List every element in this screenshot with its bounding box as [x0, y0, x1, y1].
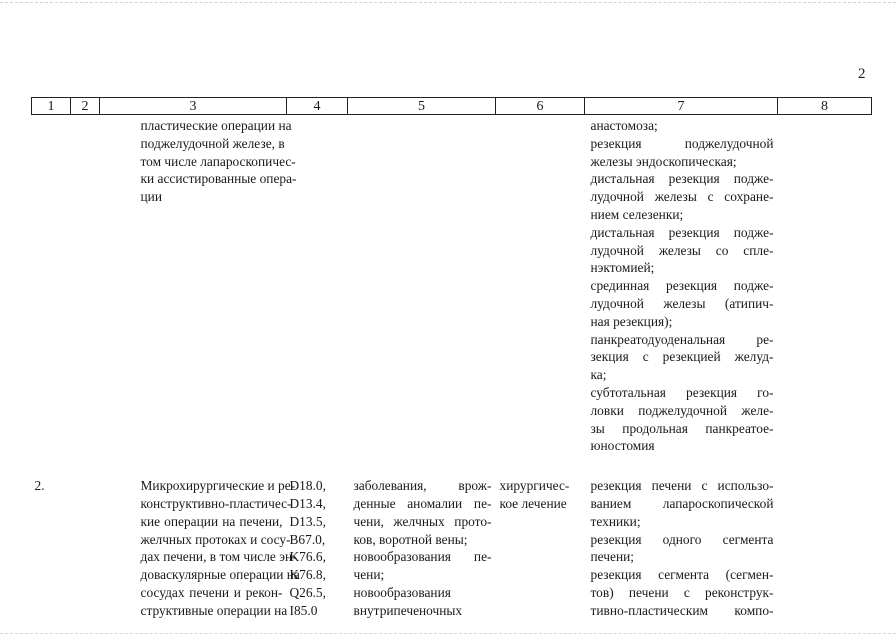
cont-col6 [496, 115, 585, 456]
text-line: ванием лапароскопической [590, 495, 774, 511]
text-line: лудочной железы (атипич- [590, 295, 774, 311]
scan-edge-top [0, 2, 896, 3]
text-line: дах печени, в том числе эн- [140, 549, 297, 565]
text-line: чени, желчных прото- [353, 513, 492, 529]
text-line: чени; [353, 567, 385, 583]
text-line: сосудах печени и рекон- [140, 584, 283, 600]
text-line: зекция с резекцией желуд- [590, 349, 774, 365]
icd-code: I85.0 [289, 602, 318, 618]
text-line: пластические операции на [140, 118, 292, 133]
text-line: кое лечение [499, 495, 567, 511]
header-cell-1: 1 [32, 98, 71, 115]
header-cell-5: 5 [348, 98, 496, 115]
text-line: кие операции на печени, [140, 513, 283, 529]
header-cell-4: 4 [287, 98, 348, 115]
text-line: структивные операции на [140, 602, 288, 618]
text-line: лудочной железы с сохране- [590, 189, 774, 205]
header-cell-8: 8 [778, 98, 872, 115]
text-line: доваскулярные операции на [140, 567, 300, 583]
header-cell-3: 3 [100, 98, 287, 115]
text-line: резекция сегмента (сегмен- [590, 567, 774, 583]
text-line: ная резекция); [590, 313, 673, 329]
treatment-method [585, 477, 778, 619]
page-number: 2 [858, 66, 866, 82]
cont-col8 [778, 115, 872, 456]
header-cell-7: 7 [585, 98, 778, 115]
text-line: дистальная резекция подже- [590, 224, 774, 240]
text-line: тов) печени с реконструк- [590, 584, 774, 600]
text-line: зы продольная панкреатое- [590, 420, 774, 436]
text-line: конструктивно-пластичес- [140, 495, 292, 511]
cont-col2 [71, 115, 297, 456]
row-number: 2. [34, 478, 45, 494]
icd-code: B67.0, [289, 531, 326, 547]
icd-code: Q26.5, [289, 584, 326, 600]
text-line: субтотальная резекция го- [590, 384, 774, 400]
text-line: юностомия [590, 438, 655, 454]
icd-code: D13.5, [289, 513, 326, 529]
text-line: желчных протоках и сосу- [140, 531, 291, 547]
treatment-type [496, 477, 585, 619]
table-row-continuation [32, 115, 872, 456]
cont-col7 [585, 115, 778, 456]
icd-code: K76.8, [289, 567, 326, 583]
disease-model [348, 477, 496, 619]
header-cell-6: 6 [496, 98, 585, 115]
text-line: хирургичес- [499, 478, 570, 494]
text-line: дистальная резекция подже- [590, 171, 774, 187]
icd-code: D13.4, [289, 495, 326, 511]
text-line: ции [140, 189, 162, 205]
text-line: ков, воротной вены; [353, 531, 468, 547]
text-line: том числе лапароскопичес- [140, 153, 296, 169]
text-line: ки ассистированные опера- [140, 171, 297, 187]
table-header [32, 98, 872, 115]
text-line: поджелудочной железе, в [140, 135, 285, 151]
text-line: лудочной железы со спле- [590, 242, 774, 258]
text-line: новообразования [353, 584, 451, 600]
text-line: новообразования пе- [353, 549, 492, 565]
header-row [32, 98, 872, 115]
header-cell-2: 2 [71, 98, 100, 115]
text-line: Микрохирургические и ре- [140, 478, 296, 494]
table-row-2 [32, 477, 872, 619]
text-line: внутрипеченочных [353, 602, 463, 618]
text-line: ловки поджелудочной желе- [590, 402, 774, 418]
text-line: резекция поджелудочной [590, 135, 774, 151]
text-line: заболевания, врож- [353, 478, 492, 494]
text-line: резекция одного сегмента [590, 531, 774, 547]
row2-col2 [71, 477, 300, 619]
procedures-table [31, 97, 872, 620]
text-line: техники; [590, 513, 641, 529]
cont-col5 [348, 115, 496, 456]
text-line: резекция печени с использо- [590, 478, 774, 494]
text-line: срединная резекция подже- [590, 278, 774, 294]
scan-edge-bottom [0, 633, 896, 634]
row2-col8 [778, 477, 872, 619]
text-line: ка; [590, 367, 607, 383]
text-line: денные аномалии пе- [353, 495, 492, 511]
procedure-name [140, 477, 300, 619]
icd-codes [287, 477, 348, 619]
text-line: нием селезенки; [590, 206, 684, 222]
text-line: железы эндоскопическая; [590, 153, 737, 169]
text-line: тивно-пластическим компо- [590, 602, 774, 618]
cont-procedure-name [140, 117, 297, 206]
text-line: панкреатодуоденальная ре- [590, 331, 774, 347]
text-line: нэктомией; [590, 260, 655, 276]
cont-col1 [32, 115, 71, 456]
icd-code: D18.0, [289, 478, 326, 494]
text-line: анастомоза; [590, 118, 658, 133]
icd-code: K76.6, [289, 549, 326, 565]
text-line: печени; [590, 549, 635, 565]
row-spacer [32, 455, 872, 477]
